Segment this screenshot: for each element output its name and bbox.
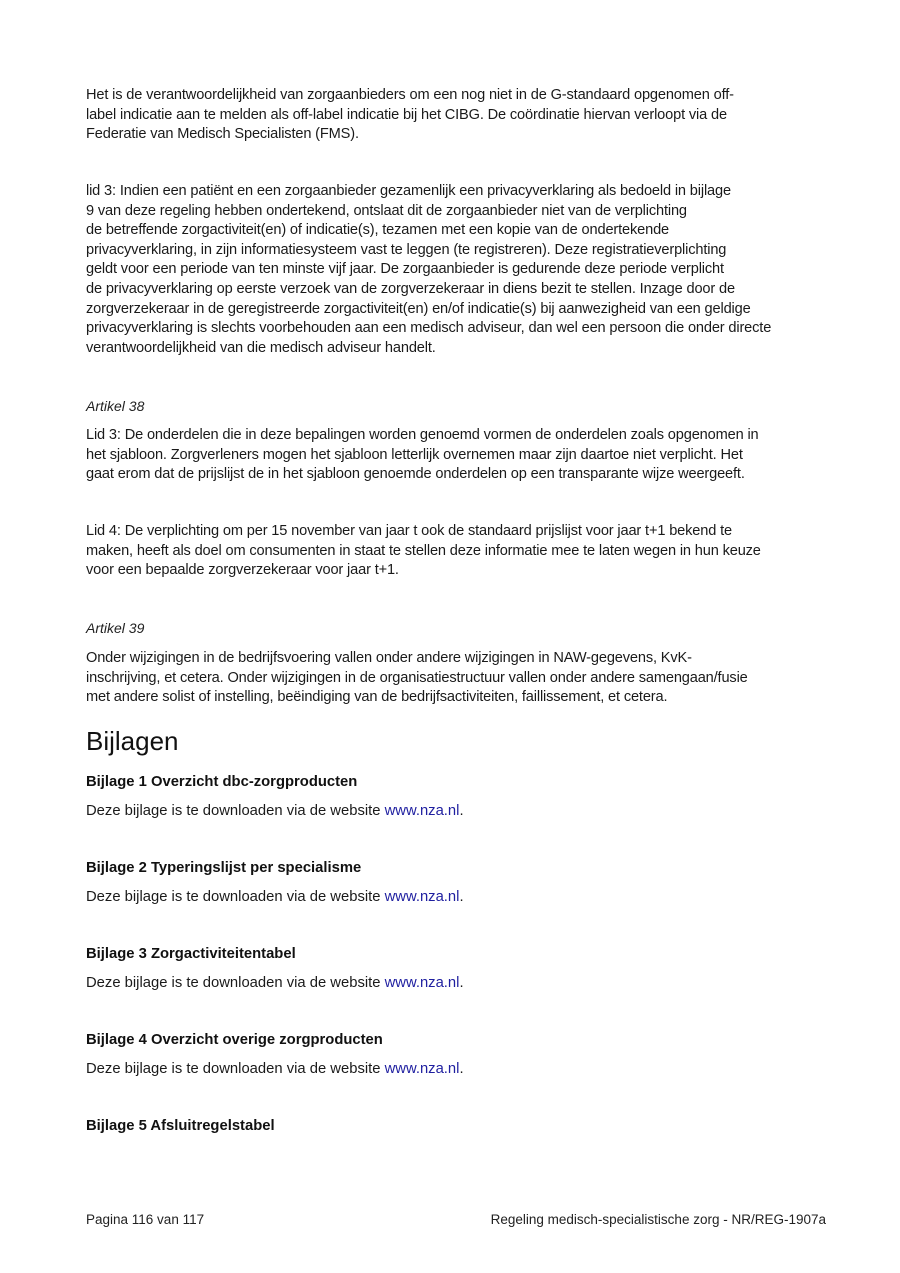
bijlage-3-title: Bijlage 3 Zorgactiviteitentabel	[86, 946, 296, 962]
text-line: verantwoordelijkheid van die medisch adviseur handelt.	[86, 339, 436, 356]
text-line: maken, heeft als doel om consumenten in staat te stellen deze informatie mee te laten wegen in hun keuze	[86, 542, 761, 559]
artikel-39-heading: Artikel 39	[86, 620, 145, 636]
download-prefix: Deze bijlage is te downloaden via de website	[86, 975, 385, 991]
nza-website-link[interactable]: www.nza.nl	[384, 1061, 460, 1077]
text-line: Het is de verantwoordelijkheid van zorgaanbieders om een nog niet in de G-standaard opgenomen off-	[86, 87, 734, 103]
footer-document-title: Regeling medisch-specialistische zorg - NR/REG-1907a	[490, 1212, 826, 1227]
text-line: lid 3: Indien een patiënt en een zorgaanbieder gezamenlijk een privacyverklaring als bedoeld in bijlage	[86, 183, 731, 199]
artikel-38-lid4	[86, 522, 826, 581]
text-line: 9 van deze regeling hebben ondertekend, ontslaat dit de zorgaanbieder niet van de verplichting	[86, 202, 687, 219]
bijlage-4-title: Bijlage 4 Overzicht overige zorgproducten	[86, 1032, 383, 1048]
text-line: de privacyverklaring op eerste verzoek van de zorgverzekeraar in diens bezit te stellen. Inzage door de	[86, 280, 735, 297]
download-prefix: Deze bijlage is te downloaden via de website	[86, 889, 385, 905]
text-line: gaat erom dat de prijslijst de in het sjabloon genoemde onderdelen op een transparante wijze weergeeft.	[86, 466, 745, 483]
artikel-38-heading: Artikel 38	[86, 398, 145, 414]
text-line: voor een bepaalde zorgverzekeraar voor jaar t+1.	[86, 562, 399, 579]
text-line: Lid 3: De onderdelen die in deze bepalingen worden genoemd vormen de onderdelen zoals opgenomen in	[86, 427, 759, 443]
text-line: Federatie van Medisch Specialisten (FMS).	[86, 126, 359, 143]
bijlagen-title: Bijlagen	[86, 726, 179, 756]
punctuation: .	[459, 803, 464, 819]
artikel-38-lid3	[86, 426, 826, 485]
text-line: met andere solist of instelling, beëindiging van de bedrijfsactiviteiten, faillissement, et cetera.	[86, 689, 668, 706]
nza-website-link[interactable]: www.nza.nl	[384, 889, 460, 905]
nza-website-link[interactable]: www.nza.nl	[384, 975, 460, 991]
punctuation: .	[459, 1061, 464, 1077]
bijlage-5-title: Bijlage 5 Afsluitregelstabel	[86, 1118, 275, 1134]
text-line: inschrijving, et cetera. Onder wijzigingen in de organisatiestructuur vallen onder andere samengaan/fusie	[86, 669, 748, 686]
bijlage-4-download-text	[86, 1061, 464, 1077]
text-line: Lid 4: De verplichting om per 15 november van jaar t ook de standaard prijslijst voor jaar t+1 bekend te	[86, 523, 732, 539]
bijlage-3-download-text	[86, 975, 464, 991]
bijlage-1-download-text	[86, 803, 464, 819]
bijlage-1-title: Bijlage 1 Overzicht dbc-zorgproducten	[86, 774, 358, 790]
lid3-paragraph	[86, 182, 826, 358]
intro-paragraph	[86, 86, 826, 145]
text-line: label indicatie aan te melden als off-label indicatie bij het CIBG. De coördinatie hiervan verloopt via de	[86, 106, 727, 123]
text-line: Onder wijzigingen in de bedrijfsvoering vallen onder andere wijzigingen in NAW-gegevens, KvK-	[86, 650, 692, 666]
text-line: de betreffende zorgactiviteit(en) of indicatie(s), tezamen met een kopie van de ondertekende	[86, 222, 670, 239]
text-line: geldt voor een periode van ten minste vijf jaar. De zorgaanbieder is gedurende deze periode verplicht	[86, 261, 724, 278]
text-line: privacyverklaring is slechts voorbehouden aan een medisch adviseur, dan wel een persoon die onder directe	[86, 320, 772, 337]
download-prefix: Deze bijlage is te downloaden via de website	[86, 1061, 385, 1077]
page-number: Pagina 116 van 117	[86, 1212, 205, 1227]
text-line: zorgverzekeraar in de geregistreerde zorgactiviteit(en) en/of indicatie(s) bij aanwezigheid van een geldige	[86, 300, 751, 317]
bijlage-2-title: Bijlage 2 Typeringslijst per specialisme	[86, 860, 362, 876]
artikel-39-paragraph	[86, 649, 826, 708]
nza-website-link[interactable]: www.nza.nl	[384, 803, 460, 819]
bijlage-2-download-text	[86, 889, 464, 905]
text-line: het sjabloon. Zorgverleners mogen het sjabloon letterlijk overnemen maar zijn daartoe niet verplicht. Het	[86, 446, 743, 463]
punctuation: .	[459, 889, 464, 905]
text-line: privacyverklaring, in zijn informatiesysteem vast te leggen (te registreren). Deze registratieverplichting	[86, 241, 727, 258]
punctuation: .	[459, 975, 464, 991]
download-prefix: Deze bijlage is te downloaden via de website	[86, 803, 385, 819]
